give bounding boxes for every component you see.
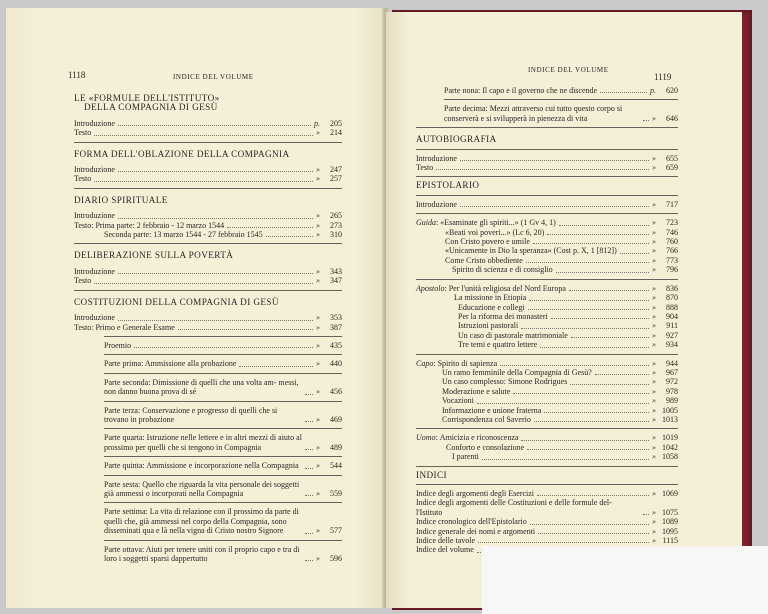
divider	[74, 243, 342, 244]
section-title: INDICI	[416, 469, 447, 480]
toc-entry: Indice delle tavole » 1115	[416, 536, 678, 546]
divider	[416, 149, 678, 150]
toc-entry: Parte settima: La vita di relazione con il prossimo da parte di quelli che, già ammessi nel corpo della Compagnia, sono disseminati qua e là nella vigna di Cristo nostro Signore » 577	[104, 507, 342, 536]
toc-entry: Indice degli argomenti delle Costituzioni e delle formule del- l'Istituto » 1075	[416, 498, 678, 517]
toc-entry: Introduzione » 655	[416, 153, 678, 163]
toc-entry: Indice degli argomenti degli Esercizi » 1069	[416, 489, 678, 498]
divider	[74, 142, 342, 143]
divider	[416, 354, 678, 355]
toc-entry: Parte sesta: Quello che riguarda la vita personale dei soggetti già ammessi o incorporati nella Compagnia » 559	[104, 479, 342, 498]
toc-entry: Indice cronologico dell'Epistolario » 1089	[416, 517, 678, 527]
toc-entry: Introduzione » 247	[74, 165, 342, 175]
toc-entry: Parte prima: Ammissione alla probazione » 440	[104, 359, 342, 369]
left-running-head: INDICE DEL VOLUME	[173, 73, 254, 81]
divider	[104, 354, 342, 355]
section-title: AUTOBIOGRAFIA	[416, 134, 497, 145]
divider	[416, 484, 678, 485]
section-title: DELIBERAZIONE SULLA POVERTÀ	[74, 250, 234, 261]
toc-entry: Istruzioni pastorali » 911	[458, 321, 678, 331]
toc-entry: Testo » 214	[74, 128, 342, 138]
right-page-number: 1119	[654, 72, 672, 82]
toc-entry: Uomo : Amicizia e riconoscenza » 1019	[416, 433, 678, 443]
section-title: FORMA DELL'OBLAZIONE DELLA COMPAGNIA	[74, 148, 290, 159]
toc-entry: Guida : «Esaminate gli spiriti...» (1 Gv 4, 1) » 723	[416, 218, 678, 228]
toc-entry: Vocazioni » 989	[442, 396, 678, 406]
toc-entry: Spirito di scienza e di consiglio » 796	[452, 265, 678, 275]
toc-entry: Informazione e unione fraterna » 1005	[442, 405, 678, 415]
divider	[416, 279, 678, 280]
toc-entry: Introduzione » 353	[74, 313, 342, 323]
toc-entry: Parte quinta: Ammissione e incorporazione nella Compagnia » 544	[104, 461, 342, 471]
divider	[104, 401, 342, 402]
toc-entry: Parte seconda: Dimissione di quelli che una volta am- messi, non danno buona prova di sé » 456	[104, 377, 342, 397]
toc-entry: «Beati voi poveri...» (Lc 6, 20) » 746	[445, 227, 678, 237]
divider	[416, 428, 678, 429]
divider	[416, 466, 678, 467]
right-toc	[416, 86, 678, 555]
toc-entry: Corrispondenza col Saverio » 1013	[442, 414, 678, 424]
toc-entry: Testo » 659	[416, 163, 678, 173]
divider	[104, 336, 342, 337]
toc-entry: Seconda parte: 13 marzo 1544 - 27 febbraio 1545 » 310	[104, 230, 342, 240]
toc-entry: Introduzione » 343	[74, 266, 342, 276]
toc-entry: Testo: Primo e Generale Esame » 387	[74, 322, 342, 332]
divider	[104, 456, 342, 457]
toc-entry: Educazione e collegi » 888	[458, 302, 678, 312]
divider	[104, 475, 342, 476]
divider	[444, 99, 678, 100]
white-sheet	[482, 546, 768, 614]
toc-entry: Introduzione p. 205	[74, 118, 342, 128]
toc-entry: Parte quarta: Istruzione nelle lettere e in altri mezzi di aiuto al prossimo per quelli che si tengono in Compagnia » 489	[104, 433, 342, 452]
divider	[416, 127, 678, 128]
toc-entry: La missione in Etiopia » 870	[454, 293, 678, 303]
section-title: COSTITUZIONI DELLA COMPAGNIA DI GESÙ	[74, 296, 279, 307]
toc-entry: Come Cristo obbediente » 773	[445, 255, 678, 265]
toc-entry: Parte decima: Mezzi attraverso cui tutto questo corpo si conserverà e si svilupperà in pienezza di vita » 646	[444, 104, 678, 123]
toc-entry: «Unicamente in Dio la speranza» (Cost p. X, 1 [812]) » 766	[445, 246, 678, 256]
divider	[104, 502, 342, 503]
toc-entry: Parte ottava: Aiuti per tenere uniti con il proprio capo e tra di loro i soggetti sparsi dappertutto » 596	[104, 544, 342, 563]
toc-entry: Tre temi e quattro lettere » 934	[458, 340, 678, 350]
divider	[416, 195, 678, 196]
divider	[416, 213, 678, 214]
toc-entry: Introduzione » 265	[74, 211, 342, 221]
left-page	[6, 8, 386, 608]
left-toc	[74, 94, 342, 563]
toc-entry: Indice generale dei nomi e argomenti » 1095	[416, 526, 678, 536]
divider	[104, 373, 342, 374]
left-page-number: 1118	[68, 70, 86, 80]
toc-entry: Un caso complesso: Simone Rodrigues » 972	[442, 377, 678, 387]
toc-entry: Un caso di pastorale matrimoniale » 927	[458, 330, 678, 340]
toc-entry: Parte nona: Il capo e il governo che ne discende p. 620	[444, 86, 678, 95]
toc-entry: Un ramo femminile della Compagnia di Gesù? » 967	[442, 367, 678, 377]
divider	[416, 176, 678, 177]
right-page	[386, 12, 742, 608]
section-title: DIARIO SPIRITUALE	[74, 194, 168, 205]
divider	[74, 290, 342, 291]
toc-entry: Testo: Prima parte: 2 febbraio - 12 marzo 1544 » 273	[74, 220, 342, 230]
right-running-head: INDICE DEL VOLUME	[528, 66, 609, 74]
toc-entry: Proemio » 435	[104, 340, 342, 350]
toc-entry: Moderazione e salute » 978	[442, 386, 678, 396]
toc-entry: Introduzione » 717	[416, 199, 678, 209]
toc-entry: Testo » 257	[74, 174, 342, 184]
toc-entry: Per la riforma dei monasteri » 904	[458, 311, 678, 321]
divider	[104, 540, 342, 541]
toc-entry: Con Cristo povero e umile » 760	[445, 237, 678, 247]
toc-entry: Indice del volume	[416, 545, 678, 554]
section-title: EPISTOLARIO	[416, 180, 480, 191]
toc-entry: Capo : Spirito di sapienza » 944	[416, 358, 678, 368]
toc-entry: I parenti » 1058	[452, 452, 678, 462]
toc-entry: Conforto e consolazione » 1042	[446, 442, 678, 452]
toc-entry: Parte terza: Conservazione e progresso di quelli che si trovano in probazione » 469	[104, 405, 342, 424]
divider	[74, 188, 342, 189]
section-title: LE «FORMULE DELL'ISTITUTO» DELLA COMPAGNIA DI GESÙ	[74, 93, 220, 113]
toc-entry: Apostolo : Per l'unità religiosa del Nord Europa » 836	[416, 283, 678, 293]
toc-entry: Testo » 347	[74, 276, 342, 286]
divider	[104, 428, 342, 429]
